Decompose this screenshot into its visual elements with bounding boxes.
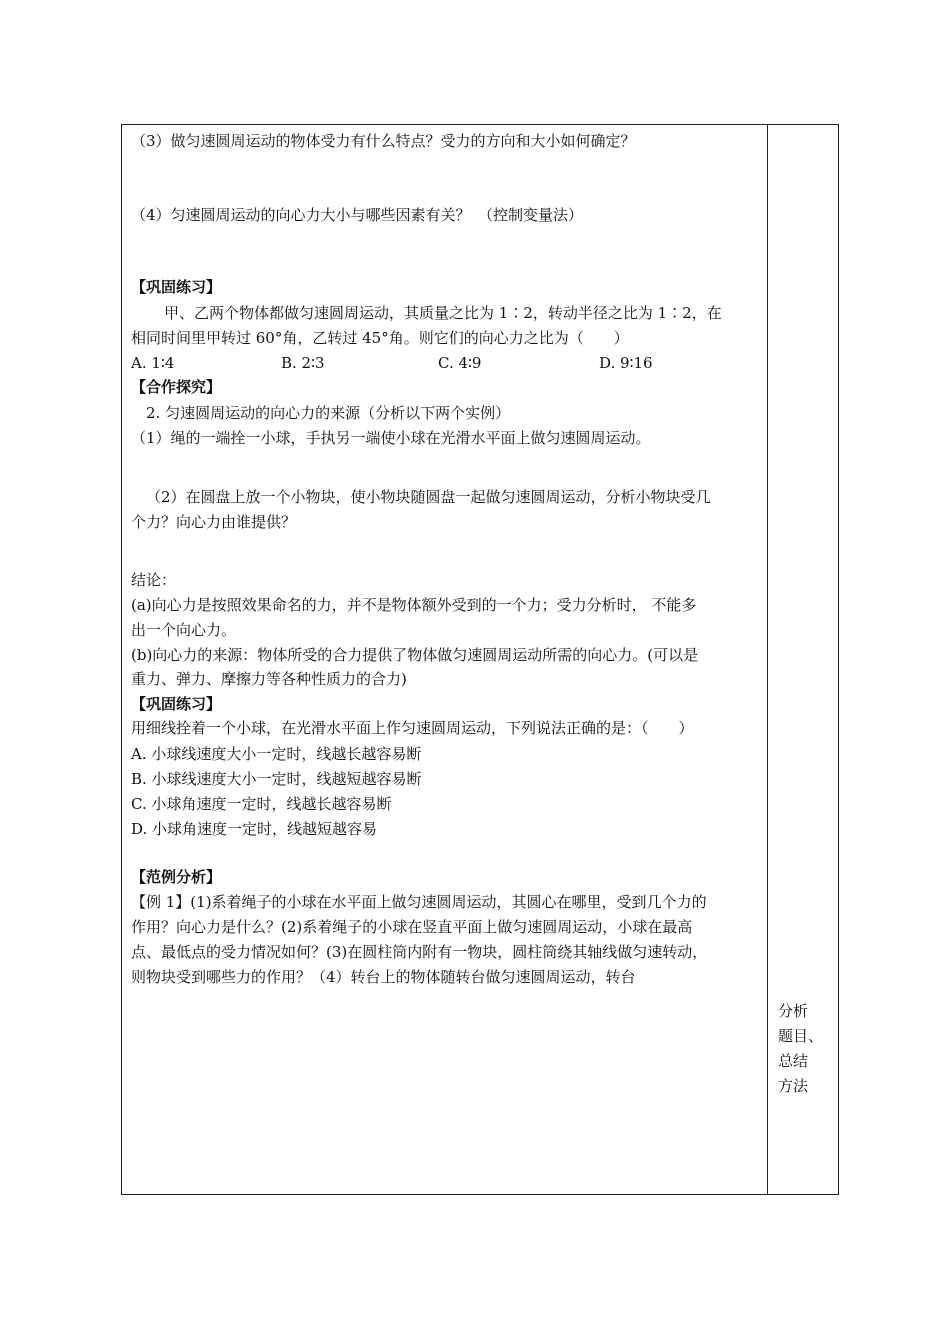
practice-2-option-d: D. 小球角速度一定时，线越短越容易 [131, 820, 378, 838]
conclusion-label: 结论： [131, 571, 177, 589]
example-1-line-2: 作用？向心力是什么？(2)系着绳子的小球在竖直平面上做匀速圆周运动，小球在最高 [131, 918, 693, 936]
practice-1-option-d: D. 9∶16 [599, 354, 653, 372]
coop-heading: 【合作探究】 [131, 378, 222, 396]
conclusion-b-line-1: (b)向心力的来源：物体所受的合力提供了物体做匀速圆周运动所需的向心力。(可以是 [131, 646, 699, 664]
column-divider [767, 124, 768, 1195]
coop-example-2-line-1: （2）在圆盘上放一个小物块，使小物块随圆盘一起做匀速圆周运动，分析小物块受几 [146, 488, 711, 506]
practice-2-option-c: C. 小球角速度一定时，线越长越容易断 [131, 795, 392, 813]
practice-2-heading: 【巩固练习】 [131, 695, 222, 713]
question-4: （4）匀速圆周运动的向心力大小与哪些因素有关？ （控制变量法） [131, 206, 584, 224]
practice-1-option-a: A. 1∶4 [131, 354, 175, 372]
coop-item-2: 2. 匀速圆周运动的向心力的来源（分析以下两个实例） [146, 404, 511, 422]
example-1-line-1: 【例 1】(1)系着绳子的小球在水平面上做匀速圆周运动，其圆心在哪里，受到几个力的 [131, 893, 707, 911]
sidebar-note-line-2: 题目、 [778, 1027, 824, 1045]
practice-1-line-2: 相同时间里甲转过 60°角，乙转过 45°角。则它们的向心力之比为（ ） [131, 329, 629, 347]
sidebar-note-line-1: 分析 [778, 1002, 809, 1020]
sidebar-note-line-4: 方法 [778, 1077, 809, 1095]
sidebar-note-line-3: 总结 [778, 1052, 809, 1070]
practice-1-option-c: C. 4∶9 [438, 354, 482, 372]
practice-2-option-a: A. 小球线速度大小一定时，线越长越容易断 [131, 745, 422, 763]
question-3: （3）做匀速圆周运动的物体受力有什么特点？受力的方向和大小如何确定？ [131, 132, 636, 150]
coop-example-2-line-2: 个力？向心力由谁提供？ [131, 513, 297, 531]
practice-2-question: 用细线拴着一个小球，在光滑水平面上作匀速圆周运动，下列说法正确的是：（ ） [131, 719, 694, 737]
practice-1-option-b: B. 2∶3 [281, 354, 325, 372]
example-1-line-3: 点、最低点的受力情况如何？(3)在圆柱筒内附有一物块，圆柱筒绕其轴线做匀速转动， [131, 943, 708, 961]
coop-example-1: （1）绳的一端拴一小球，手执另一端使小球在光滑水平面上做匀速圆周运动。 [131, 429, 651, 447]
conclusion-a-line-1: (a)向心力是按照效果命名的力，并不是物体额外受到的一个力；受力分析时， 不能多 [131, 596, 697, 614]
conclusion-b-line-2: 重力、弹力、摩擦力等各种性质力的合力) [131, 670, 407, 688]
practice-1-line-1: 甲、乙两个物体都做匀速圆周运动，其质量之比为 1∶2，转动半径之比为 1∶2，在 [164, 304, 722, 322]
practice-2-option-b: B. 小球线速度大小一定时，线越短越容易断 [131, 770, 422, 788]
conclusion-a-line-2: 出一个向心力。 [131, 621, 237, 639]
practice-1-heading: 【巩固练习】 [131, 278, 222, 296]
example-heading: 【范例分析】 [131, 868, 222, 886]
example-1-line-4: 则物块受到哪些力的作用？（4）转台上的物体随转台做匀速圆周运动，转台 [131, 968, 636, 986]
